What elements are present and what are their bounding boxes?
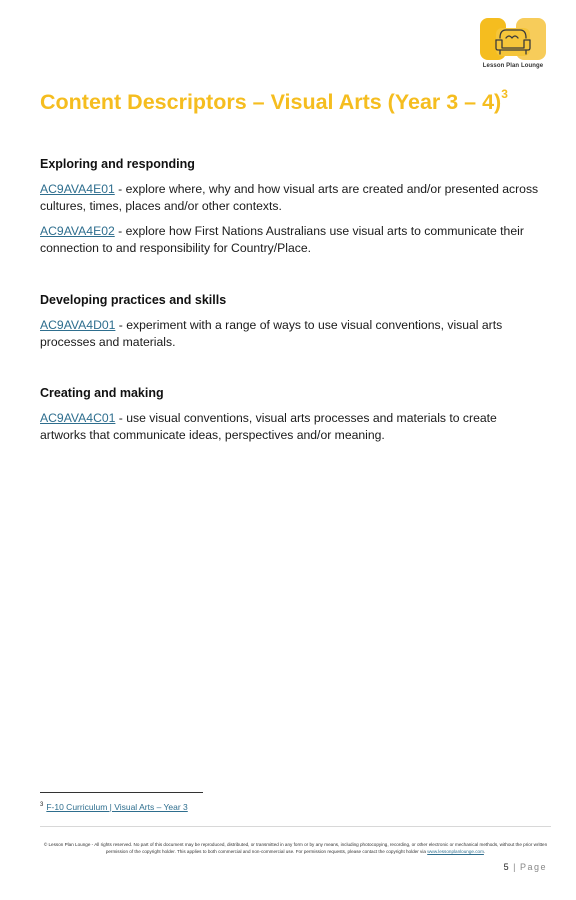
page-label: Page bbox=[519, 862, 547, 872]
footnote-divider bbox=[40, 792, 203, 793]
copyright-end: . bbox=[483, 848, 486, 854]
title-footnote-ref[interactable]: 3 bbox=[501, 86, 508, 101]
page-number-value: 5 bbox=[503, 862, 509, 872]
section-creating-making bbox=[40, 386, 540, 452]
descriptor-item bbox=[40, 223, 540, 257]
page-separator: | bbox=[513, 862, 516, 872]
page-title-text: Content Descriptors – Visual Arts (Year 3 – 4) bbox=[40, 90, 502, 114]
section-heading: Developing practices and skills bbox=[40, 293, 227, 307]
footnote-link[interactable]: F-10 Curriculum | Visual Arts – Year 3 bbox=[46, 802, 188, 812]
descriptor-code-link[interactable]: AC9AVA4C01 bbox=[40, 411, 116, 425]
descriptor-code-link[interactable]: AC9AVA4E02 bbox=[40, 224, 115, 238]
descriptor-item bbox=[40, 410, 540, 444]
descriptor-code-link[interactable]: AC9AVA4E01 bbox=[40, 182, 115, 196]
sofa-logo-icon bbox=[476, 14, 550, 64]
copyright-notice bbox=[40, 842, 551, 855]
section-heading: Exploring and responding bbox=[40, 157, 195, 171]
descriptor-text: - explore how First Nations Australians use visual arts to communicate their connection to and responsibility for Country/Place. bbox=[40, 224, 524, 255]
descriptor-text: - use visual conventions, visual arts processes and materials to create artworks that communicate ideas, perspectives and/or meaning. bbox=[40, 411, 497, 442]
page-title bbox=[40, 86, 508, 115]
descriptor-code-link[interactable]: AC9AVA4D01 bbox=[40, 318, 116, 332]
website-link[interactable]: www.lessonplanlounge.com bbox=[427, 848, 484, 854]
descriptor-text: - experiment with a range of ways to use visual conventions, visual arts processes and materials. bbox=[40, 318, 503, 349]
logo bbox=[476, 14, 550, 74]
copyright-text: © Lesson Plan Lounge - All rights reserved. No part of this document may be reproduced, distributed, or transmitted in any form or by any means, including photocopying, recording, or other electronic or mechanical methods, without the prior written permission of the copyright holder. This applies to both commercial and non-commercial use. For permission requests, please contact the copyright holder via bbox=[43, 842, 548, 854]
section-exploring-responding bbox=[40, 157, 540, 265]
section-developing-practices bbox=[40, 293, 540, 359]
descriptor-item bbox=[40, 181, 540, 215]
section-heading: Creating and making bbox=[40, 386, 164, 400]
descriptor-text: - explore where, why and how visual arts are created and/or presented across cultures, times, places and/or other contexts. bbox=[40, 182, 539, 213]
logo-text: Lesson Plan Lounge bbox=[482, 63, 544, 69]
descriptor-item bbox=[40, 317, 540, 351]
footnote bbox=[40, 802, 188, 812]
page-number bbox=[504, 862, 547, 872]
footnote-number: 3 bbox=[40, 802, 44, 809]
footer-divider bbox=[40, 826, 551, 827]
